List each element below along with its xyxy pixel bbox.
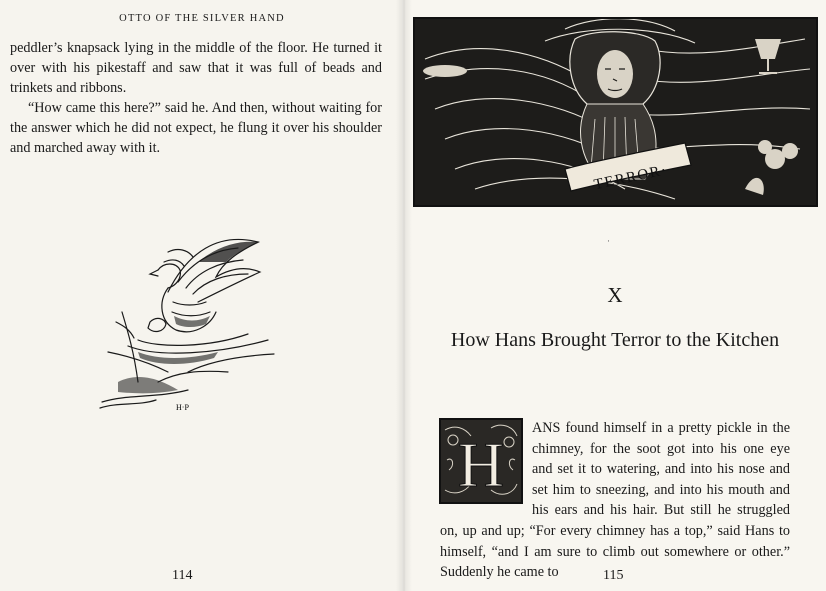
- drop-cap-space: [440, 418, 532, 520]
- paragraph: ANS found himself in a pretty pickle in the chimney, for the soot got into his one eye and set it to watering, and into his nose and set him to sneezing, and into his mouth and his ears and his hair. But still he struggled on, up and up; “For every chimney has a top,” said Hans to himself, “and I am sure to climb out somewhere or other.” Suddenly he came to: [440, 420, 790, 581]
- chapter-title: How Hans Brought Terror to the Kitchen: [450, 329, 780, 351]
- chapter-number: X: [607, 283, 624, 307]
- terror-figure-illustration: [415, 19, 816, 205]
- left-body-text: [10, 38, 382, 158]
- eagle-illustration: [98, 222, 280, 414]
- right-body-text: [440, 418, 790, 583]
- paragraph: peddler’s knapsack lying in the middle of the floor. He turned it over with his pikestaff and saw that it was full of beads and trinkets and ribbons.: [10, 40, 382, 96]
- page-number: 115: [603, 568, 624, 583]
- paragraph: “How came this here?” said he. And then, without waiting for the answer which he did not expect, he flung it over his shoulder and marched away with it.: [10, 100, 382, 156]
- ornament-dot: ·: [607, 236, 610, 246]
- illustration-monogram: H·P: [176, 403, 189, 412]
- page-number: 114: [172, 568, 193, 583]
- book-gutter: [396, 0, 412, 591]
- drop-cap-letter: H: [457, 429, 505, 500]
- headpiece-banner-text: TERROR·: [592, 162, 670, 194]
- chapter-headpiece: [413, 17, 818, 207]
- running-head: OTTO OF THE SILVER HAND: [119, 13, 285, 24]
